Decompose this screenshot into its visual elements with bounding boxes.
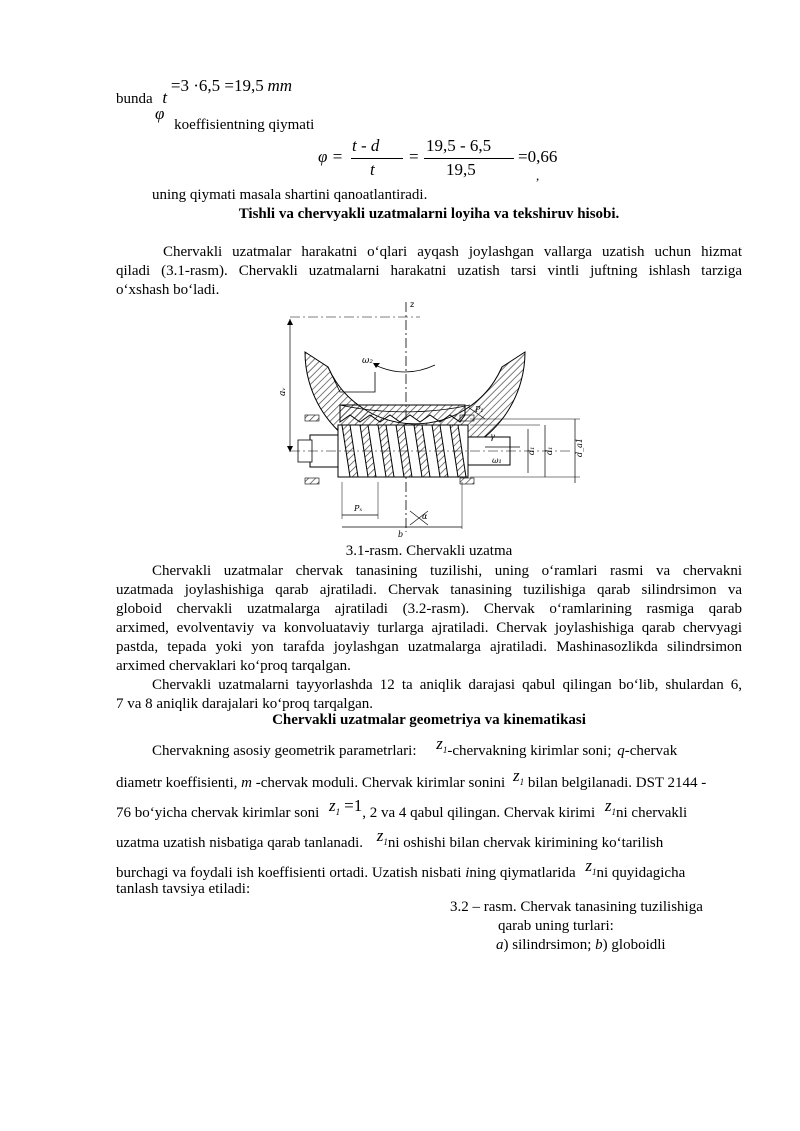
label-df1: d₁ bbox=[527, 446, 536, 455]
label-px: Pₓ bbox=[354, 504, 363, 513]
para2-line6: arximed chervaklari ko‘proq tarqalgan. bbox=[116, 658, 351, 674]
formula-bunda: bunda t =3 ·6,5 =19,5 mm bbox=[116, 76, 293, 107]
text-condition: uning qiymati masala shartini qanoatlantiradi. bbox=[152, 187, 428, 203]
label-d1: d₁ bbox=[545, 446, 554, 455]
label-aw: aᵥ bbox=[278, 387, 288, 396]
para4-line2: diametr koeffisienti, m -chervak moduli. Chervak kirimlar sonini $z_1$ bilan belgilanadi. DST 2144 - bbox=[116, 766, 707, 791]
para2-line5: pastda, tepada yoki yon tarafda joylashgan uzatmalarga ajratiladi. Mashinasozlikda silindrsimon bbox=[116, 639, 742, 655]
para4-line3: 76 bo‘yicha chervak kirimlar soni $z_1 =1$, 2 va 4 qabul qilingan. Chervak kirimi $z_1ni$ chervakli bbox=[116, 796, 688, 821]
worm-gear-figure bbox=[270, 297, 590, 542]
para4-line4: uzatma uzatish nisbatiga qarab tanlanadi. $z_1ni$ oshishi bilan chervak kirimining ko‘tarilish bbox=[116, 826, 664, 851]
para1-line1: Chervakli uzatmalar harakatni o‘qlari ayqash joylashgan vallarga uzatish uchun hizmat bbox=[163, 244, 742, 260]
para2-line1: Chervakli uzatmalar chervak tanasining tuzilishi, uning o‘ramlari rasmi va chervakni bbox=[152, 563, 742, 579]
figure-caption-3-2: 3.2 – rasm. Chervak tanasining tuzilishiga qarab uning turlari: a) silindrsimon; b) globoidli bbox=[450, 899, 703, 953]
para2-line4: arximed, evolventaviy va konvoluataviy turlarga ajratiladi. Chervak joylashishiga qarab chervyagi bbox=[116, 620, 742, 636]
figure-caption-3-1: 3.1-rasm. Chervakli uzatma bbox=[345, 543, 513, 559]
formula-phi: φ = t - d t = 19,5 - 6,5 19,5 =0,66 , bbox=[318, 136, 558, 183]
para4-line6: tanlash tavsiya etiladi: bbox=[116, 881, 251, 897]
para2-line3: globoid chervakli uzatmalarga ajratiladi (3.2-rasm). Chervak o‘ramlarining rasmiga qarab bbox=[116, 601, 742, 617]
para1-line3: o‘xshash bo‘ladi. bbox=[116, 282, 220, 298]
para3-line1: Chervakli uzatmalarni tayyorlashda 12 ta aniqlik darajasi qabul qilingan bo‘lib, shulardan 6, bbox=[152, 677, 742, 693]
label-z: z bbox=[410, 300, 415, 309]
para1-line2: qiladi (3.1-rasm). Chervakli uzatmalarni harakatni uzatish tarsi vintli juftning ishlash tarziga bbox=[116, 263, 742, 279]
heading-tishli: Tishli va chervyakli uzatmalarni loyiha va tekshiruv hisobi. bbox=[238, 206, 620, 222]
label-gamma: γ bbox=[490, 432, 495, 441]
para2-line2: uzatmada joylashishiga qarab ajratiladi. Chervak tanasining tuzilishiga qarab silindrsimon va bbox=[116, 582, 742, 598]
label-omega1: ω₁ bbox=[492, 456, 502, 465]
label-p1: P₁ bbox=[475, 405, 484, 414]
label-b: b bbox=[398, 530, 404, 539]
phi-line: φ koeffisientning qiymati bbox=[155, 104, 315, 133]
label-da1: d_a1 bbox=[575, 438, 584, 457]
label-omega2: ω₂ bbox=[362, 356, 373, 366]
para4-line5: burchagi va foydali ish koeffisienti ortadi. Uzatish nisbati ining qiymatlarida $z_1ni$ quyidagicha bbox=[116, 856, 686, 881]
para3-line2: 7 va 8 aniqlik darajalari ko‘proq tarqalgan. bbox=[116, 696, 373, 712]
heading-geometriya: Chervakli uzatmalar geometriya va kinematikasi bbox=[272, 712, 586, 728]
para4-line1: Chervakning asosiy geometrik parametrlari: $z_1$-chervakning kirimlar soni; q-chervak bbox=[152, 734, 678, 759]
label-alpha: α bbox=[422, 512, 428, 521]
